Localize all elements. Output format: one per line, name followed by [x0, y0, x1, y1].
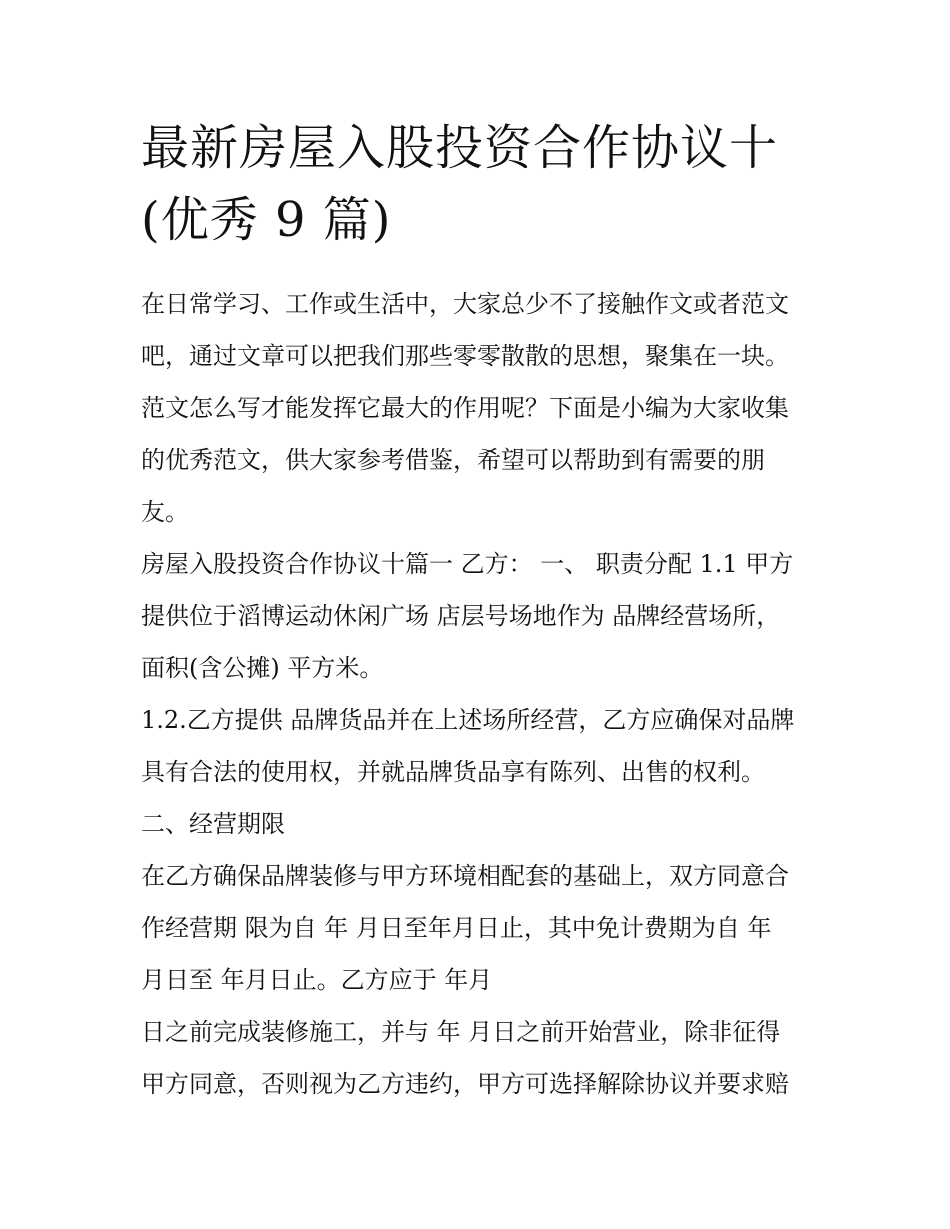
- paragraph-line: 友。: [141, 498, 189, 526]
- agreement-section-one: [141, 538, 831, 694]
- document-title: [141, 112, 831, 256]
- section-heading-term: [141, 798, 831, 850]
- paragraph-line: 具有合法的使用权，并就品牌货品享有陈列、出售的权利。: [141, 758, 765, 786]
- title-line-1: 最新房屋入股投资合作协议十: [141, 120, 779, 176]
- paragraph-line: 提供位于滔博运动休闲广场 店层号场地作为 品牌经营场所，: [141, 602, 781, 630]
- paragraph-line: 1.2.乙方提供 品牌货品并在上述场所经营，乙方应确保对品牌: [141, 706, 795, 734]
- paragraph-line: 月日至 年月日止。乙方应于 年月: [141, 966, 493, 994]
- paragraph-line: 作经营期 限为自 年 月日至年月日止，其中免计费期为自 年: [141, 914, 772, 942]
- paragraph-line: 面积(含公摊) 平方米。: [141, 654, 384, 682]
- paragraph-line: 二、经营期限: [141, 810, 285, 838]
- intro-paragraph: [141, 278, 831, 538]
- paragraph-line: 范文怎么写才能发挥它最大的作用呢？下面是小编为大家收集: [141, 394, 789, 422]
- clause-1-2: [141, 694, 831, 798]
- term-paragraph: [141, 850, 831, 1006]
- paragraph-line: 日之前完成装修施工，并与 年 月日之前开始营业，除非征得: [141, 1018, 781, 1046]
- paragraph-line: 吧，通过文章可以把我们那些零零散散的思想，聚集在一块。: [141, 342, 789, 370]
- paragraph-line: 的优秀范文，供大家参考借鉴，希望可以帮助到有需要的朋: [141, 446, 765, 474]
- paragraph-line: 房屋入股投资合作协议十篇一 乙方： 一、 职责分配 1.1 甲方: [141, 550, 794, 578]
- paragraph-line: 在乙方确保品牌装修与甲方环境相配套的基础上，双方同意合: [141, 862, 789, 890]
- title-line-2: (优秀 9 篇): [141, 192, 392, 248]
- paragraph-line: 甲方同意，否则视为乙方违约，甲方可选择解除协议并要求赔: [141, 1070, 789, 1098]
- paragraph-line: 在日常学习、工作或生活中，大家总少不了接触作文或者范文: [141, 290, 789, 318]
- construction-paragraph: [141, 1006, 831, 1110]
- document-page: [141, 112, 831, 1110]
